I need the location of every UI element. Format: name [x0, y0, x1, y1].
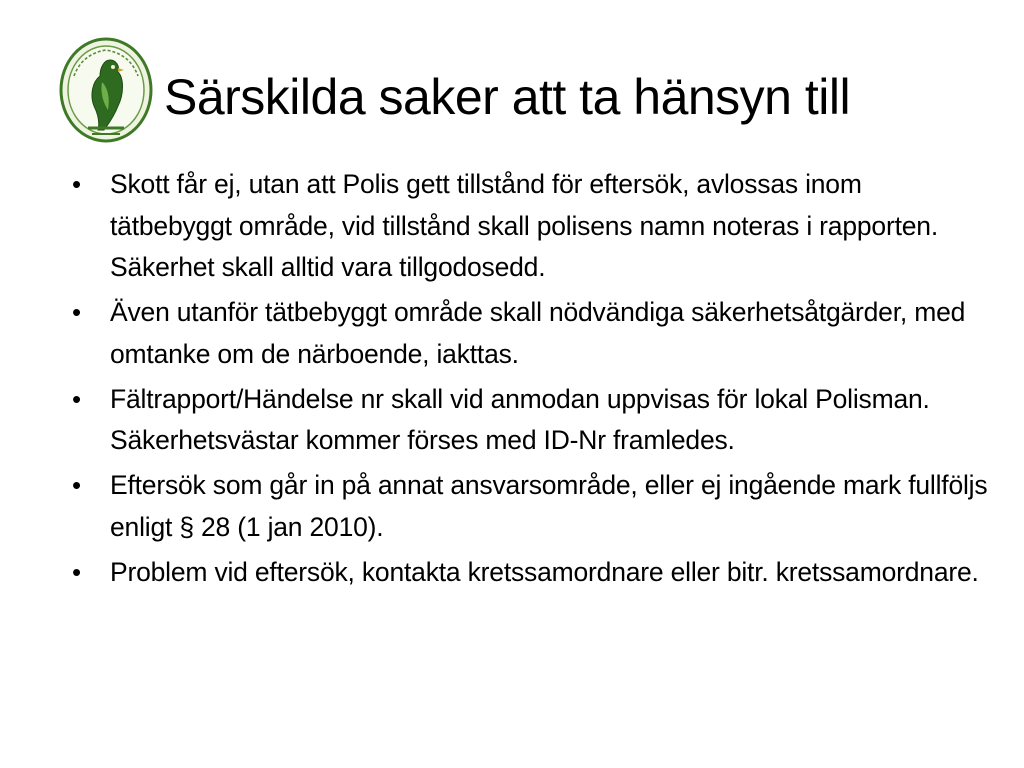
bullet-text: Eftersök som går in på annat ansvarsområde, eller ej ingående mark fullföljs enligt § 28 (1 jan 2010). [110, 470, 988, 542]
bullet-icon: • [72, 297, 81, 327]
slide-title: Särskilda saker att ta hänsyn till [164, 69, 851, 125]
bullet-icon: • [72, 383, 81, 414]
bullet-text: Problem vid eftersök, kontakta kretssamordnare eller bitr. kretssamordnare. [110, 556, 979, 587]
bullet-icon: • [72, 556, 81, 587]
list-item [70, 292, 990, 375]
bullet-text: Skott får ej, utan att Polis gett tillstånd för eftersök, avlossas inom tätbebyggt område, vid tillstånd skall polisens namn noteras i rapporten. Säkerhet skall alltid vara tillgodosedd. [110, 169, 938, 282]
bullet-text: Fältrapport/Händelse nr skall vid anmodan uppvisas för lokal Polisman. Säkerhetsvästar kommer förses med ID-Nr framledes. [110, 383, 930, 455]
list-item [70, 164, 990, 289]
list-item [70, 379, 990, 462]
logo-emblem [58, 36, 154, 144]
bullet-list [70, 164, 990, 597]
list-item [70, 465, 990, 548]
bullet-text: Även utanför tätbebyggt område skall nödvändiga säkerhetsåtgärder, med omtanke om de närboende, iakttas. [110, 297, 966, 369]
bullet-icon: • [72, 470, 81, 500]
bird-emblem-icon [58, 36, 154, 144]
list-item [70, 552, 990, 594]
bullet-icon: • [72, 169, 81, 199]
